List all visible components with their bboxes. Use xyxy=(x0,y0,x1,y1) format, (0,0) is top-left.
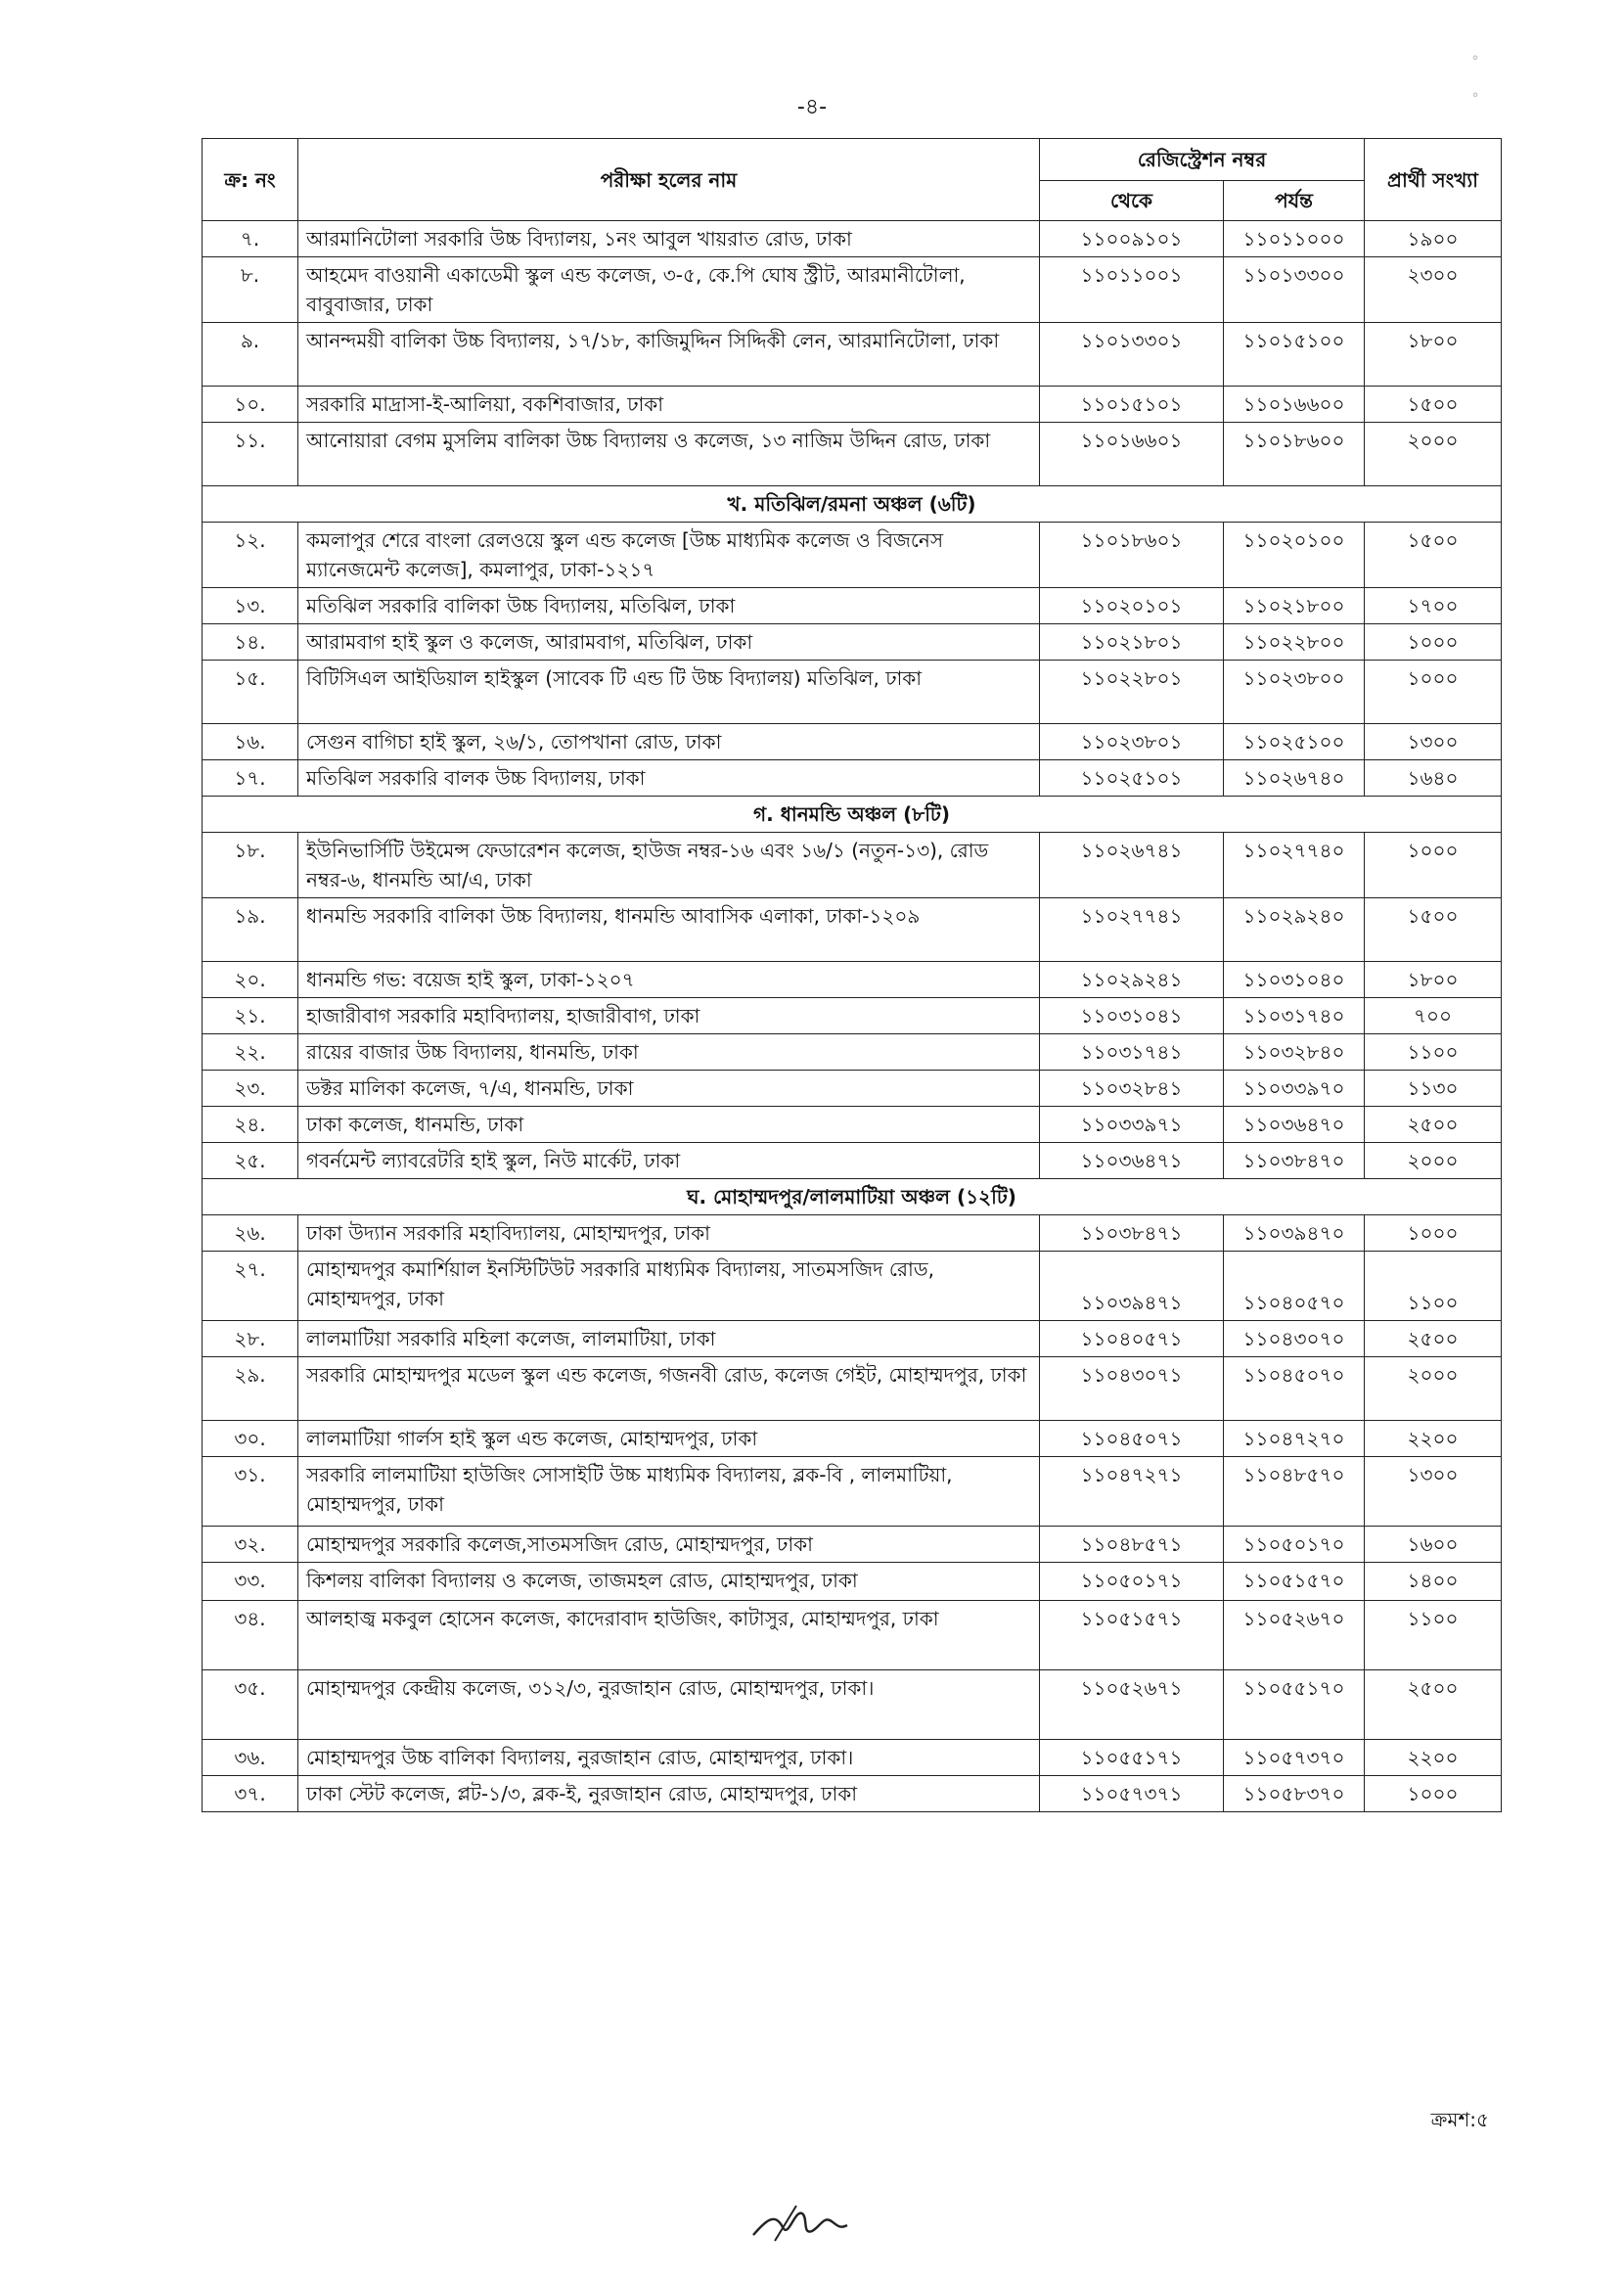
serial-cell: ৯. xyxy=(203,323,298,387)
reg-from-cell: ১১০২৫১০১ xyxy=(1040,760,1224,797)
reg-from-cell: ১১০২৬৭৪১ xyxy=(1040,833,1224,898)
section-title: ঘ. মোহাম্মদপুর/লালমাটিয়া অঞ্চল (১২টি) xyxy=(203,1179,1502,1215)
reg-from-cell: ১১০৫৫১৭১ xyxy=(1040,1740,1224,1776)
reg-to-cell: ১১০২৬৭৪০ xyxy=(1224,760,1365,797)
serial-cell: ২০. xyxy=(203,962,298,998)
serial-cell: ১৫. xyxy=(203,661,298,724)
header-from: থেকে xyxy=(1040,181,1224,221)
reg-from-cell: ১১০৫৭৩৭১ xyxy=(1040,1776,1224,1812)
reg-from-cell: ১১০৩৩৯৭১ xyxy=(1040,1107,1224,1143)
hall-name-cell: ঢাকা স্টেট কলেজ, প্লট-১/৩, ব্লক-ই, নুরজাহান রোড, মোহাম্মদপুর, ঢাকা xyxy=(298,1776,1040,1812)
serial-cell: ৩৩. xyxy=(203,1563,298,1601)
reg-from-cell: ১১০৪০৫৭১ xyxy=(1040,1321,1224,1357)
reg-to-cell: ১১০১৫১০০ xyxy=(1224,323,1365,387)
reg-to-cell: ১১০১১০০০ xyxy=(1224,221,1365,257)
reg-to-cell: ১১০৫১৫৭০ xyxy=(1224,1563,1365,1601)
serial-cell: ২৬. xyxy=(203,1215,298,1252)
reg-from-cell: ১১০১৬৬০১ xyxy=(1040,423,1224,486)
reg-from-cell: ১১০৩২৮৪১ xyxy=(1040,1071,1224,1107)
hall-name-cell: ইউনিভার্সিটি উইমেন্স ফেডারেশন কলেজ, হাউজ নম্বর-১৬ এবং ১৬/১ (নতুন-১৩), রোড নম্বর-৬, ধানমন্ডি আ/এ, ঢাকা xyxy=(298,833,1040,898)
scan-speck-2: ˚ xyxy=(1471,92,1479,111)
serial-cell: ১২. xyxy=(203,523,298,588)
reg-from-cell: ১১০৫২৬৭১ xyxy=(1040,1670,1224,1740)
exam-hall-table xyxy=(202,138,1502,1812)
candidate-count-cell: ১০০০ xyxy=(1365,661,1502,724)
candidate-count-cell: ১১৩০ xyxy=(1365,1071,1502,1107)
table-row xyxy=(203,1357,1502,1421)
table-row xyxy=(203,1740,1502,1776)
serial-cell: ২২. xyxy=(203,1034,298,1071)
serial-cell: ১৬. xyxy=(203,724,298,760)
section-row xyxy=(203,486,1502,523)
hall-name-cell: আনন্দময়ী বালিকা উচ্চ বিদ্যালয়, ১৭/১৮, কাজিমুদ্দিন সিদ্দিকী লেন, আরমানিটোলা, ঢাকা xyxy=(298,323,1040,387)
serial-cell: ২৭. xyxy=(203,1252,298,1321)
hall-name-cell: ঢাকা উদ্যান সরকারি মহাবিদ্যালয়, মোহাম্মদপুর, ঢাকা xyxy=(298,1215,1040,1252)
candidate-count-cell: ১৩০০ xyxy=(1365,724,1502,760)
candidate-count-cell: ১৯০০ xyxy=(1365,221,1502,257)
serial-cell: ১৮. xyxy=(203,833,298,898)
serial-cell: ৩১. xyxy=(203,1457,298,1527)
candidate-count-cell: ২০০০ xyxy=(1365,1143,1502,1179)
reg-to-cell: ১১০৫৭৩৭০ xyxy=(1224,1740,1365,1776)
candidate-count-cell: ১০০০ xyxy=(1365,833,1502,898)
candidate-count-cell: ৭০০ xyxy=(1365,998,1502,1034)
hall-name-cell: সরকারি মাদ্রাসা-ই-আলিয়া, বকশিবাজার, ঢাকা xyxy=(298,387,1040,423)
hall-name-cell: হাজারীবাগ সরকারি মহাবিদ্যালয়, হাজারীবাগ, ঢাকা xyxy=(298,998,1040,1034)
hall-name-cell: সরকারি লালমাটিয়া হাউজিং সোসাইটি উচ্চ মাধ্যমিক বিদ্যালয়, ব্লক-বি , লালমাটিয়া, মোহাম্মদপুর, ঢাকা xyxy=(298,1457,1040,1527)
reg-from-cell: ১১০৫১৫৭১ xyxy=(1040,1601,1224,1670)
reg-from-cell: ১১০৩১০৪১ xyxy=(1040,998,1224,1034)
candidate-count-cell: ২২০০ xyxy=(1365,1740,1502,1776)
reg-from-cell: ১১০৩৬৪৭১ xyxy=(1040,1143,1224,1179)
hall-name-cell: কমলাপুর শেরে বাংলা রেলওয়ে স্কুল এন্ড কলেজ [উচ্চ মাধ্যমিক কলেজ ও বিজনেস ম্যানেজমেন্ট কলেজ], কমলাপুর, ঢাকা-১২১৭ xyxy=(298,523,1040,588)
page-number: -৪- xyxy=(796,95,828,119)
reg-to-cell: ১১০৩৩৯৭০ xyxy=(1224,1071,1365,1107)
reg-from-cell: ১১০০৯১০১ xyxy=(1040,221,1224,257)
section-row xyxy=(203,1179,1502,1215)
serial-cell: ৩৬. xyxy=(203,1740,298,1776)
reg-from-cell: ১১০২০১০১ xyxy=(1040,588,1224,624)
serial-cell: ৩৭. xyxy=(203,1776,298,1812)
serial-cell: ২৪. xyxy=(203,1107,298,1143)
reg-to-cell: ১১০৫৮৩৭০ xyxy=(1224,1776,1365,1812)
hall-name-cell: আহমেদ বাওয়ানী একাডেমী স্কুল এন্ড কলেজ, ৩-৫, কে.পি ঘোষ স্ট্রীট, আরমানীটোলা, বাবুবাজার, ঢাকা xyxy=(298,257,1040,323)
header-to: পর্যন্ত xyxy=(1224,181,1365,221)
serial-cell: ৩০. xyxy=(203,1421,298,1457)
reg-from-cell: ১১০২১৮০১ xyxy=(1040,624,1224,661)
hall-name-cell: মোহাম্মদপুর কমার্শিয়াল ইনস্টিটিউট সরকারি মাধ্যমিক বিদ্যালয়, সাতমসজিদ রোড, মোহাম্মদপুর, ঢাকা xyxy=(298,1252,1040,1321)
serial-cell: ৮. xyxy=(203,257,298,323)
reg-to-cell: ১১০৩১০৪০ xyxy=(1224,962,1365,998)
reg-to-cell: ১১০২১৮০০ xyxy=(1224,588,1365,624)
hall-name-cell: সেগুন বাগিচা হাই স্কুল, ২৬/১, তোপখানা রোড, ঢাকা xyxy=(298,724,1040,760)
candidate-count-cell: ১৮০০ xyxy=(1365,323,1502,387)
hall-name-cell: আরামবাগ হাই স্কুল ও কলেজ, আরামবাগ, মতিঝিল, ঢাকা xyxy=(298,624,1040,661)
hall-name-cell: আরমানিটোলা সরকারি উচ্চ বিদ্যালয়, ১নং আবুল খায়রাত রোড, ঢাকা xyxy=(298,221,1040,257)
hall-name-cell: বিটিসিএল আইডিয়াল হাইস্কুল (সাবেক টি এন্ড টি উচ্চ বিদ্যালয়) মতিঝিল, ঢাকা xyxy=(298,661,1040,724)
reg-from-cell: ১১০১৫১০১ xyxy=(1040,387,1224,423)
header-registration: রেজিস্ট্রেশন নম্বর xyxy=(1040,139,1365,181)
hall-name-cell: লালমাটিয়া গার্লস হাই স্কুল এন্ড কলেজ, মোহাম্মদপুর, ঢাকা xyxy=(298,1421,1040,1457)
reg-from-cell: ১১০৩৮৪৭১ xyxy=(1040,1215,1224,1252)
candidate-count-cell: ২৫০০ xyxy=(1365,1321,1502,1357)
reg-to-cell: ১১০২৯২৪০ xyxy=(1224,898,1365,962)
reg-from-cell: ১১০৪৭২৭১ xyxy=(1040,1457,1224,1527)
reg-to-cell: ১১০৪৩০৭০ xyxy=(1224,1321,1365,1357)
serial-cell: ১৩. xyxy=(203,588,298,624)
reg-from-cell: ১১০১৮৬০১ xyxy=(1040,523,1224,588)
serial-cell: ২৩. xyxy=(203,1071,298,1107)
table-row xyxy=(203,387,1502,423)
section-title: খ. মতিঝিল/রমনা অঞ্চল (৬টি) xyxy=(203,486,1502,523)
table-row xyxy=(203,1071,1502,1107)
candidate-count-cell: ১৭০০ xyxy=(1365,588,1502,624)
table-row xyxy=(203,1527,1502,1563)
candidate-count-cell: ২০০০ xyxy=(1365,423,1502,486)
reg-to-cell: ১১০১৬৬০০ xyxy=(1224,387,1365,423)
hall-name-cell: ডক্টর মালিকা কলেজ, ৭/এ, ধানমন্ডি, ঢাকা xyxy=(298,1071,1040,1107)
table-row xyxy=(203,1034,1502,1071)
reg-from-cell: ১১০১১০০১ xyxy=(1040,257,1224,323)
serial-cell: ১১. xyxy=(203,423,298,486)
reg-from-cell: ১১০২৩৮০১ xyxy=(1040,724,1224,760)
reg-from-cell: ১১০৪৩০৭১ xyxy=(1040,1357,1224,1421)
candidate-count-cell: ২৫০০ xyxy=(1365,1670,1502,1740)
serial-cell: ৩৪. xyxy=(203,1601,298,1670)
reg-from-cell: ১১০৩৯৪৭১ xyxy=(1040,1252,1224,1321)
table-row xyxy=(203,962,1502,998)
hall-name-cell: মোহাম্মদপুর উচ্চ বালিকা বিদ্যালয়, নুরজাহান রোড, মোহাম্মদপুর, ঢাকা। xyxy=(298,1740,1040,1776)
candidate-count-cell: ১৬০০ xyxy=(1365,1527,1502,1563)
hall-name-cell: রায়ের বাজার উচ্চ বিদ্যালয়, ধানমন্ডি, ঢাকা xyxy=(298,1034,1040,1071)
hall-name-cell: আনোয়ারা বেগম মুসলিম বালিকা উচ্চ বিদ্যালয় ও কলেজ, ১৩ নাজিম উদ্দিন রোড, ঢাকা xyxy=(298,423,1040,486)
serial-cell: ১৪. xyxy=(203,624,298,661)
table-row xyxy=(203,1143,1502,1179)
hall-name-cell: কিশলয় বালিকা বিদ্যালয় ও কলেজ, তাজমহল রোড, মোহাম্মদপুর, ঢাকা xyxy=(298,1563,1040,1601)
reg-from-cell: ১১০৫০১৭১ xyxy=(1040,1563,1224,1601)
reg-to-cell: ১১০৩৮৪৭০ xyxy=(1224,1143,1365,1179)
table-row xyxy=(203,661,1502,724)
candidate-count-cell: ১৫০০ xyxy=(1365,523,1502,588)
header-hall-name: পরীক্ষা হলের নাম xyxy=(298,139,1040,221)
hall-name-cell: সরকারি মোহাম্মদপুর মডেল স্কুল এন্ড কলেজ, গজনবী রোড, কলেজ গেইট, মোহাম্মদপুর, ঢাকা xyxy=(298,1357,1040,1421)
table-body xyxy=(203,221,1502,1812)
table-row xyxy=(203,323,1502,387)
candidate-count-cell: ১০০০ xyxy=(1365,624,1502,661)
hall-name-cell: মোহাম্মদপুর সরকারি কলেজ,সাতমসজিদ রোড, মোহাম্মদপুর, ঢাকা xyxy=(298,1527,1040,1563)
header-serial: ক্র: নং xyxy=(203,139,298,221)
reg-to-cell: ১১০৩৯৪৭০ xyxy=(1224,1215,1365,1252)
table-row xyxy=(203,1421,1502,1457)
reg-to-cell: ১১০২৫১০০ xyxy=(1224,724,1365,760)
reg-to-cell: ১১০৪৭২৭০ xyxy=(1224,1421,1365,1457)
reg-to-cell: ১১০১৮৬০০ xyxy=(1224,423,1365,486)
reg-to-cell: ১১০৩১৭৪০ xyxy=(1224,998,1365,1034)
reg-to-cell: ১১০২০১০০ xyxy=(1224,523,1365,588)
serial-cell: ৭. xyxy=(203,221,298,257)
reg-from-cell: ১১০৩১৭৪১ xyxy=(1040,1034,1224,1071)
table-row xyxy=(203,257,1502,323)
table-row xyxy=(203,1563,1502,1601)
table-row xyxy=(203,998,1502,1034)
hall-name-cell: মতিঝিল সরকারি বালক উচ্চ বিদ্যালয়, ঢাকা xyxy=(298,760,1040,797)
table-row xyxy=(203,1670,1502,1740)
serial-cell: ৩২. xyxy=(203,1527,298,1563)
candidate-count-cell: ১৪০০ xyxy=(1365,1563,1502,1601)
reg-to-cell: ১১০৫৫১৭০ xyxy=(1224,1670,1365,1740)
reg-to-cell: ১১০৪০৫৭০ xyxy=(1224,1252,1365,1321)
hall-name-cell: লালমাটিয়া সরকারি মহিলা কলেজ, লালমাটিয়া, ঢাকা xyxy=(298,1321,1040,1357)
table-row xyxy=(203,1321,1502,1357)
candidate-count-cell: ১১০০ xyxy=(1365,1601,1502,1670)
section-row xyxy=(203,797,1502,833)
serial-cell: ৩৫. xyxy=(203,1670,298,1740)
candidate-count-cell: ১৮০০ xyxy=(1365,962,1502,998)
section-title: গ. ধানমন্ডি অঞ্চল (৮টি) xyxy=(203,797,1502,833)
reg-from-cell: ১১০২২৮০১ xyxy=(1040,661,1224,724)
table-row xyxy=(203,724,1502,760)
reg-to-cell: ১১০৪৫০৭০ xyxy=(1224,1357,1365,1421)
reg-to-cell: ১১০৫২৬৭০ xyxy=(1224,1601,1365,1670)
table-row xyxy=(203,221,1502,257)
hall-name-cell: মতিঝিল সরকারি বালিকা উচ্চ বিদ্যালয়, মতিঝিল, ঢাকা xyxy=(298,588,1040,624)
table-row xyxy=(203,833,1502,898)
table-row xyxy=(203,1776,1502,1812)
hall-name-cell: ধানমন্ডি সরকারি বালিকা উচ্চ বিদ্যালয়, ধানমন্ডি আবাসিক এলাকা, ঢাকা-১২০৯ xyxy=(298,898,1040,962)
continued-note: ক্রমশ:৫ xyxy=(1430,2108,1489,2131)
header-candidates: প্রার্থী সংখ্যা xyxy=(1365,139,1502,221)
table-row xyxy=(203,1601,1502,1670)
table-row xyxy=(203,1457,1502,1527)
table-row xyxy=(203,1252,1502,1321)
hall-name-cell: গবর্নমেন্ট ল্যাবরেটরি হাই স্কুল, নিউ মার্কেট, ঢাকা xyxy=(298,1143,1040,1179)
serial-cell: ২১. xyxy=(203,998,298,1034)
reg-to-cell: ১১০৪৮৫৭০ xyxy=(1224,1457,1365,1527)
serial-cell: ২৫. xyxy=(203,1143,298,1179)
reg-to-cell: ১১০৩৬৪৭০ xyxy=(1224,1107,1365,1143)
reg-from-cell: ১১০২৯২৪১ xyxy=(1040,962,1224,998)
candidate-count-cell: ১৬৪০ xyxy=(1365,760,1502,797)
candidate-count-cell: ২৩০০ xyxy=(1365,257,1502,323)
candidate-count-cell: ১৫০০ xyxy=(1365,387,1502,423)
candidate-count-cell: ১৫০০ xyxy=(1365,898,1502,962)
hall-name-cell: আলহাজ্ব মকবুল হোসেন কলেজ, কাদেরাবাদ হাউজিং, কাটাসুর, মোহাম্মদপুর, ঢাকা xyxy=(298,1601,1040,1670)
candidate-count-cell: ২২০০ xyxy=(1365,1421,1502,1457)
table-row xyxy=(203,624,1502,661)
table-row xyxy=(203,1215,1502,1252)
reg-from-cell: ১১০৪৫০৭১ xyxy=(1040,1421,1224,1457)
table-row xyxy=(203,1107,1502,1143)
serial-cell: ১০. xyxy=(203,387,298,423)
reg-to-cell: ১১০২৩৮০০ xyxy=(1224,661,1365,724)
reg-to-cell: ১১০৩২৮৪০ xyxy=(1224,1034,1365,1071)
reg-to-cell: ১১০৫০১৭০ xyxy=(1224,1527,1365,1563)
candidate-count-cell: ১১০০ xyxy=(1365,1252,1502,1321)
table-row xyxy=(203,760,1502,797)
candidate-count-cell: ১৩০০ xyxy=(1365,1457,1502,1527)
signature-mark xyxy=(745,2192,853,2255)
candidate-count-cell: ২০০০ xyxy=(1365,1357,1502,1421)
reg-from-cell: ১১০৪৮৫৭১ xyxy=(1040,1527,1224,1563)
candidate-count-cell: ১০০০ xyxy=(1365,1215,1502,1252)
hall-name-cell: ঢাকা কলেজ, ধানমন্ডি, ঢাকা xyxy=(298,1107,1040,1143)
table-row xyxy=(203,588,1502,624)
table-row xyxy=(203,898,1502,962)
candidate-count-cell: ১১০০ xyxy=(1365,1034,1502,1071)
hall-name-cell: মোহাম্মদপুর কেন্দ্রীয় কলেজ, ৩১২/৩, নুরজাহান রোড, মোহাম্মদপুর, ঢাকা। xyxy=(298,1670,1040,1740)
serial-cell: ২৯. xyxy=(203,1357,298,1421)
candidate-count-cell: ২৫০০ xyxy=(1365,1107,1502,1143)
table-row xyxy=(203,423,1502,486)
reg-to-cell: ১১০১৩৩০০ xyxy=(1224,257,1365,323)
serial-cell: ২৮. xyxy=(203,1321,298,1357)
reg-from-cell: ১১০১৩৩০১ xyxy=(1040,323,1224,387)
table-row xyxy=(203,523,1502,588)
reg-to-cell: ১১০২২৮০০ xyxy=(1224,624,1365,661)
hall-name-cell: ধানমন্ডি গভ: বয়েজ হাই স্কুল, ঢাকা-১২০৭ xyxy=(298,962,1040,998)
serial-cell: ১৯. xyxy=(203,898,298,962)
serial-cell: ১৭. xyxy=(203,760,298,797)
reg-to-cell: ১১০২৭৭৪০ xyxy=(1224,833,1365,898)
scan-speck-1: ˚ xyxy=(1471,55,1479,73)
candidate-count-cell: ১০০০ xyxy=(1365,1776,1502,1812)
reg-from-cell: ১১০২৭৭৪১ xyxy=(1040,898,1224,962)
